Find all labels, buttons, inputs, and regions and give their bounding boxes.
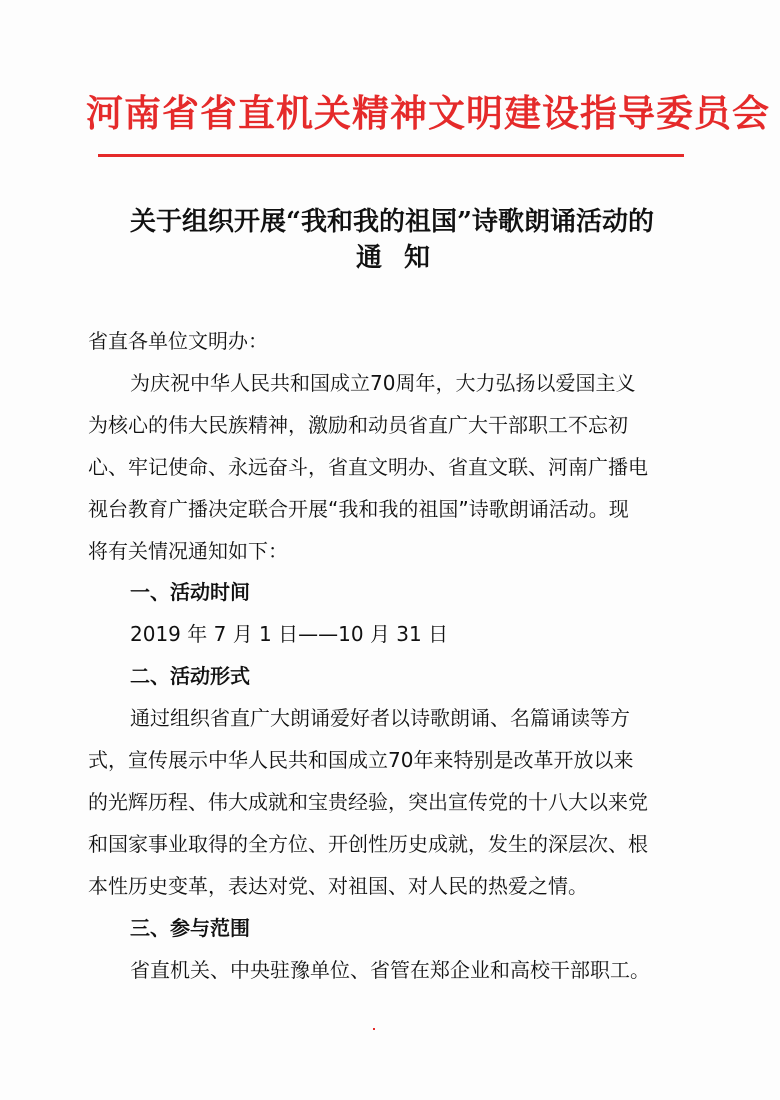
section-heading: 二、活动形式 — [130, 664, 250, 688]
intro-paragraph-line: 心、牢记使命、永远奋斗，省直文明办、省直文联、河南广播电 — [88, 455, 648, 479]
intro-paragraph-line: 视台教育广播决定联合开展“我和我的祖国”诗歌朗诵活动。现 — [88, 497, 629, 521]
activity-form-line: 的光辉历程、伟大成就和宝贵经验，突出宣传党的十八大以来党 — [88, 790, 648, 814]
activity-form-line: 通过组织省直广大朗诵爱好者以诗歌朗诵、名篇诵读等方 — [130, 706, 630, 730]
salutation: 省直各单位文明办： — [88, 329, 268, 353]
section-heading: 三、参与范围 — [130, 916, 250, 940]
intro-paragraph-line: 为核心的伟大民族精神，激励和动员省直广大干部职工不忘初 — [88, 413, 628, 437]
red-divider-line — [98, 154, 684, 157]
activity-form-line: 本性历史变革，表达对党、对祖国、对人民的热爱之情。 — [88, 874, 588, 898]
activity-form-line: 式，宣传展示中华人民共和国成立70年来特别是改革开放以来 — [88, 748, 634, 772]
intro-paragraph-line: 为庆祝中华人民共和国成立70周年，大力弘扬以爱国主义 — [130, 371, 636, 395]
activity-form-line: 和国家事业取得的全方位、开创性历史成就，发生的深层次、根 — [88, 832, 648, 856]
section-heading: 一、活动时间 — [130, 580, 250, 604]
issuing-organization-header: 河南省省直机关精神文明建设指导委员会 — [86, 91, 770, 135]
document-title-line-1: 关于组织开展“我和我的祖国”诗歌朗诵活动的 — [130, 207, 654, 237]
participation-scope-text: 省直机关、中央驻豫单位、省管在郑企业和高校干部职工。 — [130, 958, 650, 982]
activity-time-text: 2019 年 7 月 1 日——10 月 31 日 — [130, 622, 449, 646]
intro-paragraph-line: 将有关情况通知如下： — [88, 539, 288, 563]
document-title-line-2: 通知 — [355, 243, 452, 273]
page-mark — [373, 1028, 375, 1030]
